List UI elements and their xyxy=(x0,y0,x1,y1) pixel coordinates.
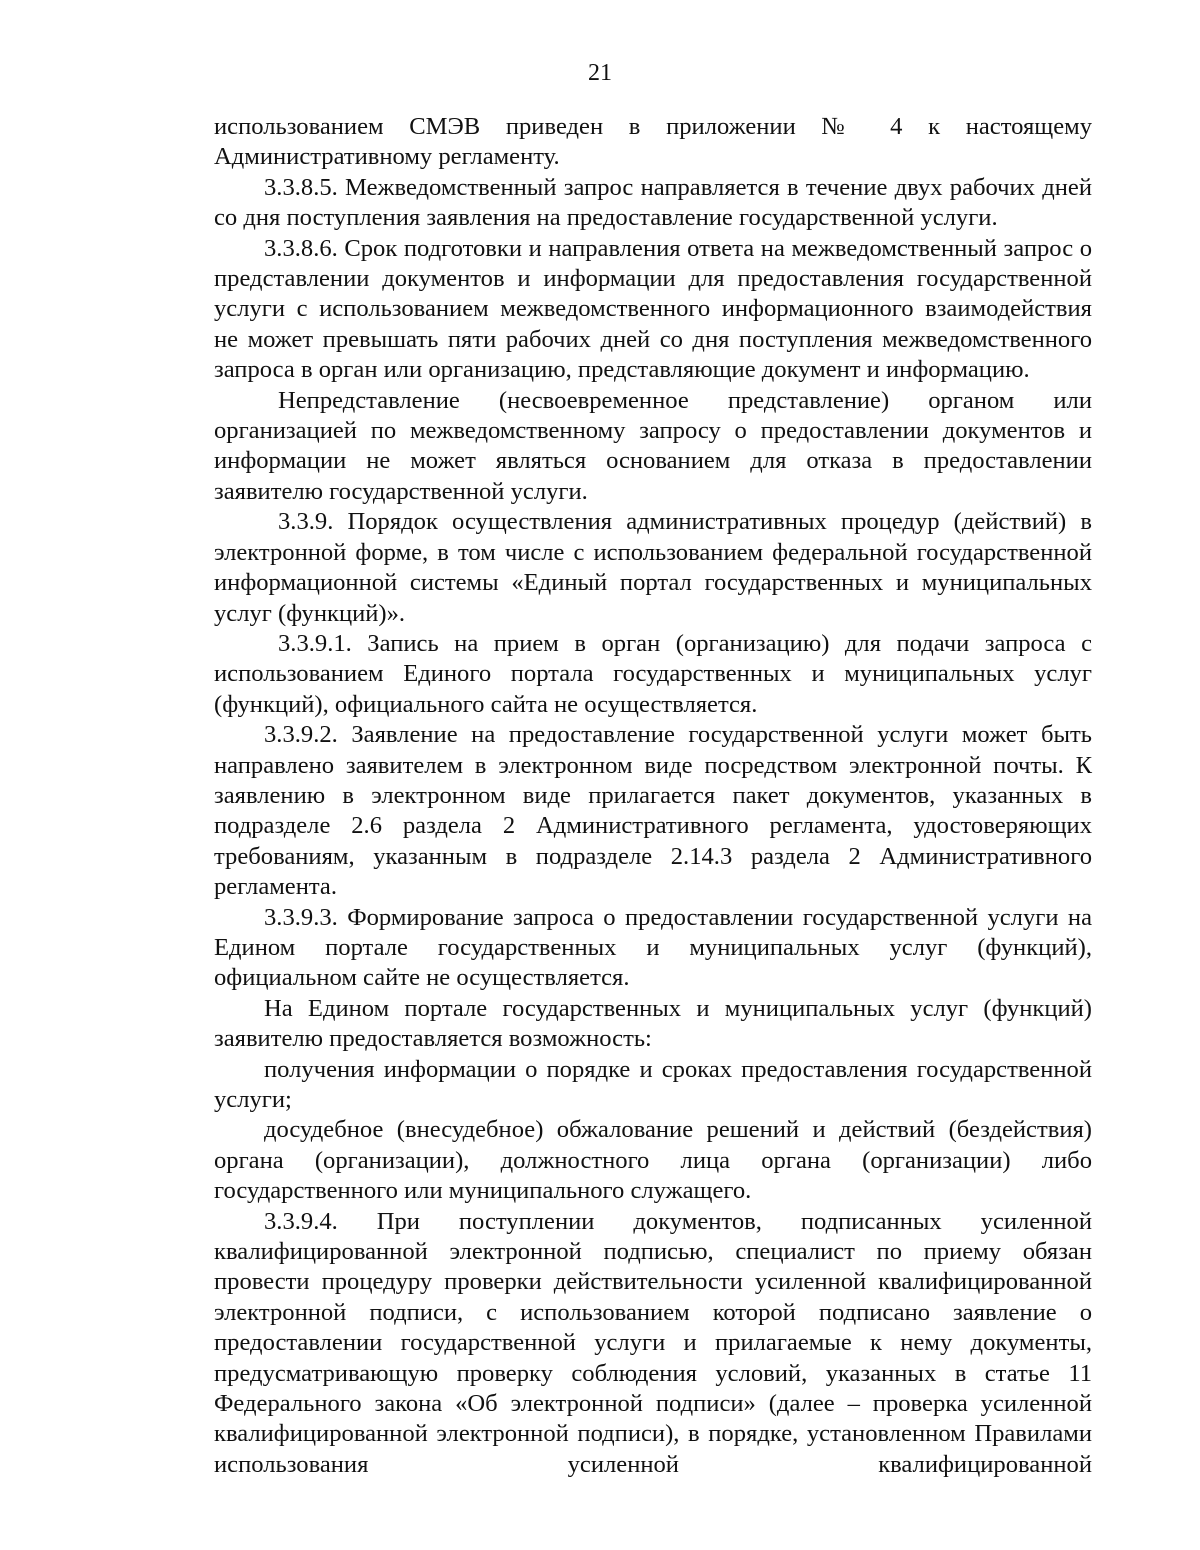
document-body xyxy=(214,112,1092,1480)
paragraph-receiving-information: получения информации о порядке и сроках предоставления государственной услуги; xyxy=(214,1055,1092,1113)
paragraph-3-3-8-5: 3.3.8.5. Межведомственный запрос направляется в течение двух рабочих дней со дня поступления заявления на предоставление государственной услуги. xyxy=(214,173,1092,232)
page-number: 21 xyxy=(588,60,612,86)
paragraph-non-submission: Непредставление (несвоевременное представление) органом или организацией по межведомственному запросу о предоставлении документов и информации не может являться основанием для отказа в предоставлении заявителю государственной услуги. xyxy=(214,386,1092,505)
paragraph-3-3-8-6: 3.3.8.6. Срок подготовки и направления ответа на межведомственный запрос о представлении документов и информации для предоставления государственной услуги с использованием межведомственного информационного взаимодействия не может превышать пяти рабочих дней со дня поступления межведомственного запроса в орган или организацию, представляющие документ и информацию. xyxy=(214,234,1092,384)
paragraph-3-3-9: 3.3.9. Порядок осуществления административных процедур (действий) в электронной форме, в том числе с использованием федеральной государственной информационной системы «Единый портал государственных и муниципальных услуг (функций)». xyxy=(214,508,1092,627)
paragraph-3-3-9-4: 3.3.9.4. При поступлении документов, подписанных усиленной квалифицированной электронной подписью, специалист по приему обязан провести процедуру проверки действительности усиленной квалифицированной электронной подписи, с использованием которой подписано заявление о предоставлении государственной услуги и прилагаемые к нему документы, предусматривающую проверку соблюдения условий, указанных в статье 11 Федерального закона «Об электронной подписи» (далее – проверка усиленной квалифицированной электронной подписи), в порядке, установленном Правилами использования усиленной квалифицированной xyxy=(214,1207,1092,1478)
paragraph-3-3-9-1: 3.3.9.1. Запись на прием в орган (организацию) для подачи запроса с использованием Единого портала государственных и муниципальных услуг (функций), официального сайта не осуществляется. xyxy=(214,629,1092,718)
paragraph-3-3-9-2: 3.3.9.2. Заявление на предоставление государственной услуги может быть направлено заявителем в электронном виде посредством электронной почты. К заявлению в электронном виде прилагается пакет документов, указанных в подразделе 2.6 раздела 2 Административного регламента, удостоверяющих требованиям, указанным в подразделе 2.14.3 раздела 2 Административного регламента. xyxy=(214,721,1092,901)
paragraph-pretrial-appeal: досудебное (внесудебное) обжалование решений и действий (бездействия) органа (организации), должностного лица органа (организации) либо государственного или муниципального служащего. xyxy=(214,1116,1092,1205)
paragraph-smev-appendix: использованием СМЭВ приведен в приложении № 4 к настоящему Административному регламенту. xyxy=(214,113,1092,171)
paragraph-3-3-9-3: 3.3.9.3. Формирование запроса о предоставлении государственной услуги на Едином портале государственных и муниципальных услуг (функций), официальном сайте не осуществляется. xyxy=(214,903,1092,992)
paragraph-portal-capabilities: На Едином портале государственных и муниципальных услуг (функций) заявителю предоставляется возможность: xyxy=(214,994,1092,1053)
